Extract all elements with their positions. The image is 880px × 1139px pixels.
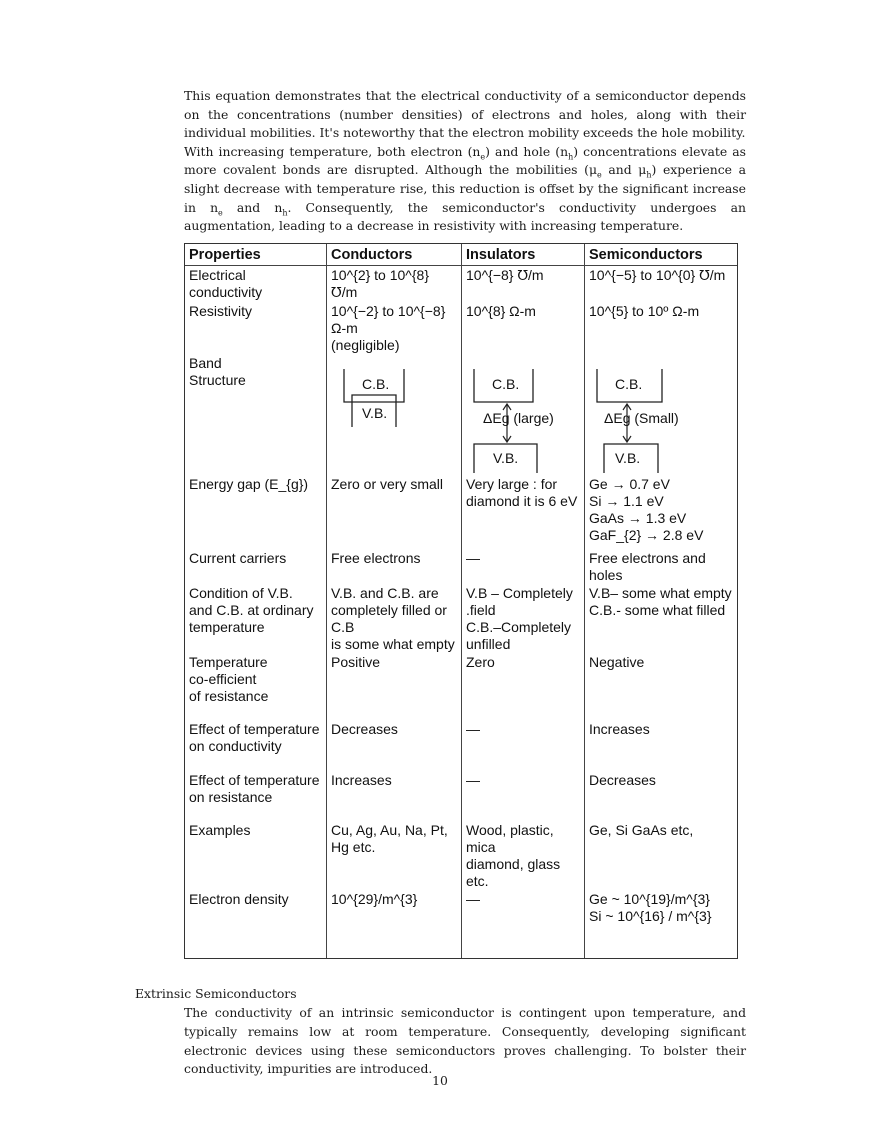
cell-line: V.B– some what empty bbox=[589, 584, 732, 601]
energy-gap-property bbox=[185, 475, 326, 549]
cell-line: Examples bbox=[189, 821, 251, 838]
cell-line: Decreases bbox=[589, 771, 656, 788]
cell-line: V.B. and C.B. are bbox=[331, 584, 439, 601]
cell-line: Positive bbox=[331, 653, 381, 670]
cell-line: on resistance bbox=[189, 788, 273, 805]
cell-line: 10^{5} to 10º Ω-m bbox=[589, 302, 700, 319]
temperature-coefficient-insulators bbox=[461, 653, 584, 720]
cell-line: Zero bbox=[466, 653, 495, 670]
cell-line: Decreases bbox=[331, 720, 398, 737]
cell-line: co-efficient bbox=[189, 670, 257, 687]
header-insulators: Insulators bbox=[461, 244, 584, 266]
electrical-conductivity-semiconductors bbox=[584, 266, 737, 302]
header-conductors: Conductors bbox=[326, 244, 461, 266]
cell-line: conductivity bbox=[189, 283, 263, 300]
energy-gap-conductors bbox=[326, 475, 461, 549]
page-content bbox=[0, 87, 880, 1079]
gap-label-large: ΔEg (large) bbox=[483, 409, 554, 426]
cell-line: 10^{29}/m^{3} bbox=[331, 890, 418, 907]
intro-paragraphs bbox=[184, 87, 746, 236]
cell-line: 10^{2} to 10^{8} ℧/m bbox=[331, 266, 430, 300]
comparison-table bbox=[184, 243, 738, 959]
cell-line: C.B.- some what filled bbox=[589, 601, 726, 618]
vb-label: V.B. bbox=[362, 404, 388, 421]
condition-vb-cb-insulators bbox=[461, 584, 584, 653]
insulator-band-diagram bbox=[466, 355, 584, 473]
intro-paragraph-2: With increasing temperature, both electron $(n_e)$ and hole $(n_h)$ concentrations elevate as more covalent bonds are disrupted. Although the mobilities ($\mu_e$ and $\mu_h$) experience a slight decrease with temperature rise, this reduction is offset by the significant increase in $n_e$ and $n_h$. Consequently, the semiconductor's conductivity undergoes an augmentation, leading to a decrease in resistivity with increasing temperature. bbox=[184, 143, 747, 234]
vb-label: V.B. bbox=[493, 449, 519, 466]
cell-line: .field bbox=[466, 601, 496, 618]
cell-line: on conductivity bbox=[189, 737, 282, 754]
band-structure-semiconductors bbox=[584, 354, 737, 475]
condition-vb-cb-semiconductors bbox=[584, 584, 737, 653]
cell-line: and C.B. at ordinary bbox=[189, 601, 314, 618]
cell-line: 10^{−2} to 10^{−8} Ω-m bbox=[331, 302, 446, 336]
cell-line: completely filled or C.B bbox=[331, 601, 447, 635]
cell-line: — bbox=[466, 890, 480, 907]
vb-label: V.B. bbox=[615, 449, 641, 466]
cell-line: C.B.–Completely bbox=[466, 618, 572, 635]
cell-line: Electrical bbox=[189, 266, 246, 283]
effect-on-conductivity-semiconductors bbox=[584, 720, 737, 771]
cb-label: C.B. bbox=[492, 375, 520, 392]
examples-semiconductors bbox=[584, 821, 737, 890]
cell-line: unfilled bbox=[466, 635, 511, 652]
intro-paragraph-1: This equation demonstrates that the electrical conductivity of a semiconductor depends on the concentrations (number densities) of electrons and holes, along with their individual mobilities. It's noteworthy that the electron mobility exceeds the hole mobility. bbox=[184, 88, 746, 141]
band-structure-conductors bbox=[326, 354, 461, 475]
energy-gap-semiconductors bbox=[584, 475, 737, 549]
examples-insulators bbox=[461, 821, 584, 890]
current-carriers-conductors bbox=[326, 549, 461, 584]
effect-on-conductivity-property bbox=[185, 720, 326, 771]
cell-line: Structure bbox=[189, 371, 246, 388]
cell-line: (negligible) bbox=[331, 336, 400, 353]
cell-line: Increases bbox=[331, 771, 392, 788]
cell-line: Increases bbox=[589, 720, 650, 737]
cell-line: 10^{8} Ω-m bbox=[466, 302, 536, 319]
condition-vb-cb-property bbox=[185, 584, 326, 653]
cell-line: Hg etc. bbox=[331, 838, 376, 855]
effect-on-resistance-property bbox=[185, 771, 326, 821]
cell-line: Effect of temperature bbox=[189, 720, 320, 737]
resistivity-insulators bbox=[461, 302, 584, 354]
cell-line: V.B – Completely bbox=[466, 584, 573, 601]
temperature-coefficient-property bbox=[185, 653, 326, 720]
effect-on-conductivity-conductors bbox=[326, 720, 461, 771]
cell-line: Energy gap (E_{g}) bbox=[189, 475, 309, 492]
resistivity-property bbox=[185, 302, 326, 354]
cell-line: Ge ~ 10^{19}/m^{3} bbox=[589, 890, 710, 907]
cb-label: C.B. bbox=[615, 375, 643, 392]
cell-line: Condition of V.B. bbox=[189, 584, 293, 601]
cell-line: Current carriers bbox=[189, 549, 287, 566]
cell-line: temperature bbox=[189, 618, 265, 635]
header-semiconductors: Semiconductors bbox=[584, 244, 737, 266]
electrical-conductivity-insulators bbox=[461, 266, 584, 302]
cell-line: GaF_{2} → 2.8 eV bbox=[589, 526, 704, 543]
cb-label: C.B. bbox=[362, 375, 390, 392]
cell-line: Zero or very small bbox=[331, 475, 444, 492]
cell-line: Free electrons and holes bbox=[589, 549, 706, 583]
band-structure-insulators bbox=[461, 354, 584, 475]
semiconductor-band-diagram bbox=[589, 355, 734, 473]
cell-line: Band bbox=[189, 354, 222, 371]
examples-conductors bbox=[326, 821, 461, 890]
cell-line: — bbox=[466, 771, 480, 788]
electron-density-conductors bbox=[326, 890, 461, 958]
gap-label-small: ΔEg (Small) bbox=[604, 409, 679, 426]
cell-line: Si → 1.1 eV bbox=[589, 492, 664, 509]
section-heading: Extrinsic Semiconductors bbox=[135, 985, 297, 1001]
cell-line: Ge, Si GaAs etc, bbox=[589, 821, 694, 838]
temperature-coefficient-semiconductors bbox=[584, 653, 737, 720]
cell-line: GaAs → 1.3 eV bbox=[589, 509, 687, 526]
current-carriers-property bbox=[185, 549, 326, 584]
conductor-band-diagram bbox=[331, 355, 459, 473]
effect-on-resistance-insulators bbox=[461, 771, 584, 821]
cell-line: 10^{−5} to 10^{0} ℧/m bbox=[589, 266, 726, 283]
resistivity-semiconductors bbox=[584, 302, 737, 354]
cell-line: Free electrons bbox=[331, 549, 421, 566]
cell-line: 10^{−8} ℧/m bbox=[466, 266, 544, 283]
cell-line: is some what empty bbox=[331, 635, 455, 652]
cell-line: Cu, Ag, Au, Na, Pt, bbox=[331, 821, 448, 838]
cell-line: Negative bbox=[589, 653, 645, 670]
condition-vb-cb-conductors bbox=[326, 584, 461, 653]
effect-on-resistance-conductors bbox=[326, 771, 461, 821]
band-structure-property bbox=[185, 354, 326, 475]
electron-density-property bbox=[185, 890, 326, 958]
cell-line: Wood, plastic, mica bbox=[466, 821, 554, 855]
electron-density-semiconductors bbox=[584, 890, 737, 958]
cell-line: of resistance bbox=[189, 687, 269, 704]
cell-line: — bbox=[466, 720, 480, 737]
electrical-conductivity-conductors bbox=[326, 266, 461, 302]
cell-line: — bbox=[466, 549, 480, 566]
examples-property bbox=[185, 821, 326, 890]
section-paragraph bbox=[184, 1004, 746, 1078]
cell-line: Very large : for bbox=[466, 475, 558, 492]
page-number: 10 bbox=[432, 1073, 448, 1088]
cell-line: Resistivity bbox=[189, 302, 253, 319]
section-text: The conductivity of an intrinsic semiconductor is contingent upon temperature, and typically remains low at room temperature. Consequently, developing significant electronic devices using these semiconductors proves challenging. To bolster their conductivity, impurities are introduced. bbox=[184, 1005, 746, 1077]
current-carriers-semiconductors bbox=[584, 549, 737, 584]
cell-line: Si ~ 10^{16} / m^{3} bbox=[589, 907, 712, 924]
temperature-coefficient-conductors bbox=[326, 653, 461, 720]
effect-on-conductivity-insulators bbox=[461, 720, 584, 771]
electron-density-insulators bbox=[461, 890, 584, 958]
current-carriers-insulators bbox=[461, 549, 584, 584]
cell-line: diamond, glass etc. bbox=[466, 855, 561, 889]
cell-line: Temperature bbox=[189, 653, 268, 670]
cell-line: Electron density bbox=[189, 890, 289, 907]
cell-line: Ge → 0.7 eV bbox=[589, 475, 670, 492]
cell-line: diamond it is 6 eV bbox=[466, 492, 578, 509]
header-properties: Properties bbox=[185, 244, 326, 266]
cell-line: Effect of temperature bbox=[189, 771, 320, 788]
electrical-conductivity-property bbox=[185, 266, 326, 302]
effect-on-resistance-semiconductors bbox=[584, 771, 737, 821]
energy-gap-insulators bbox=[461, 475, 584, 549]
resistivity-conductors bbox=[326, 302, 461, 354]
